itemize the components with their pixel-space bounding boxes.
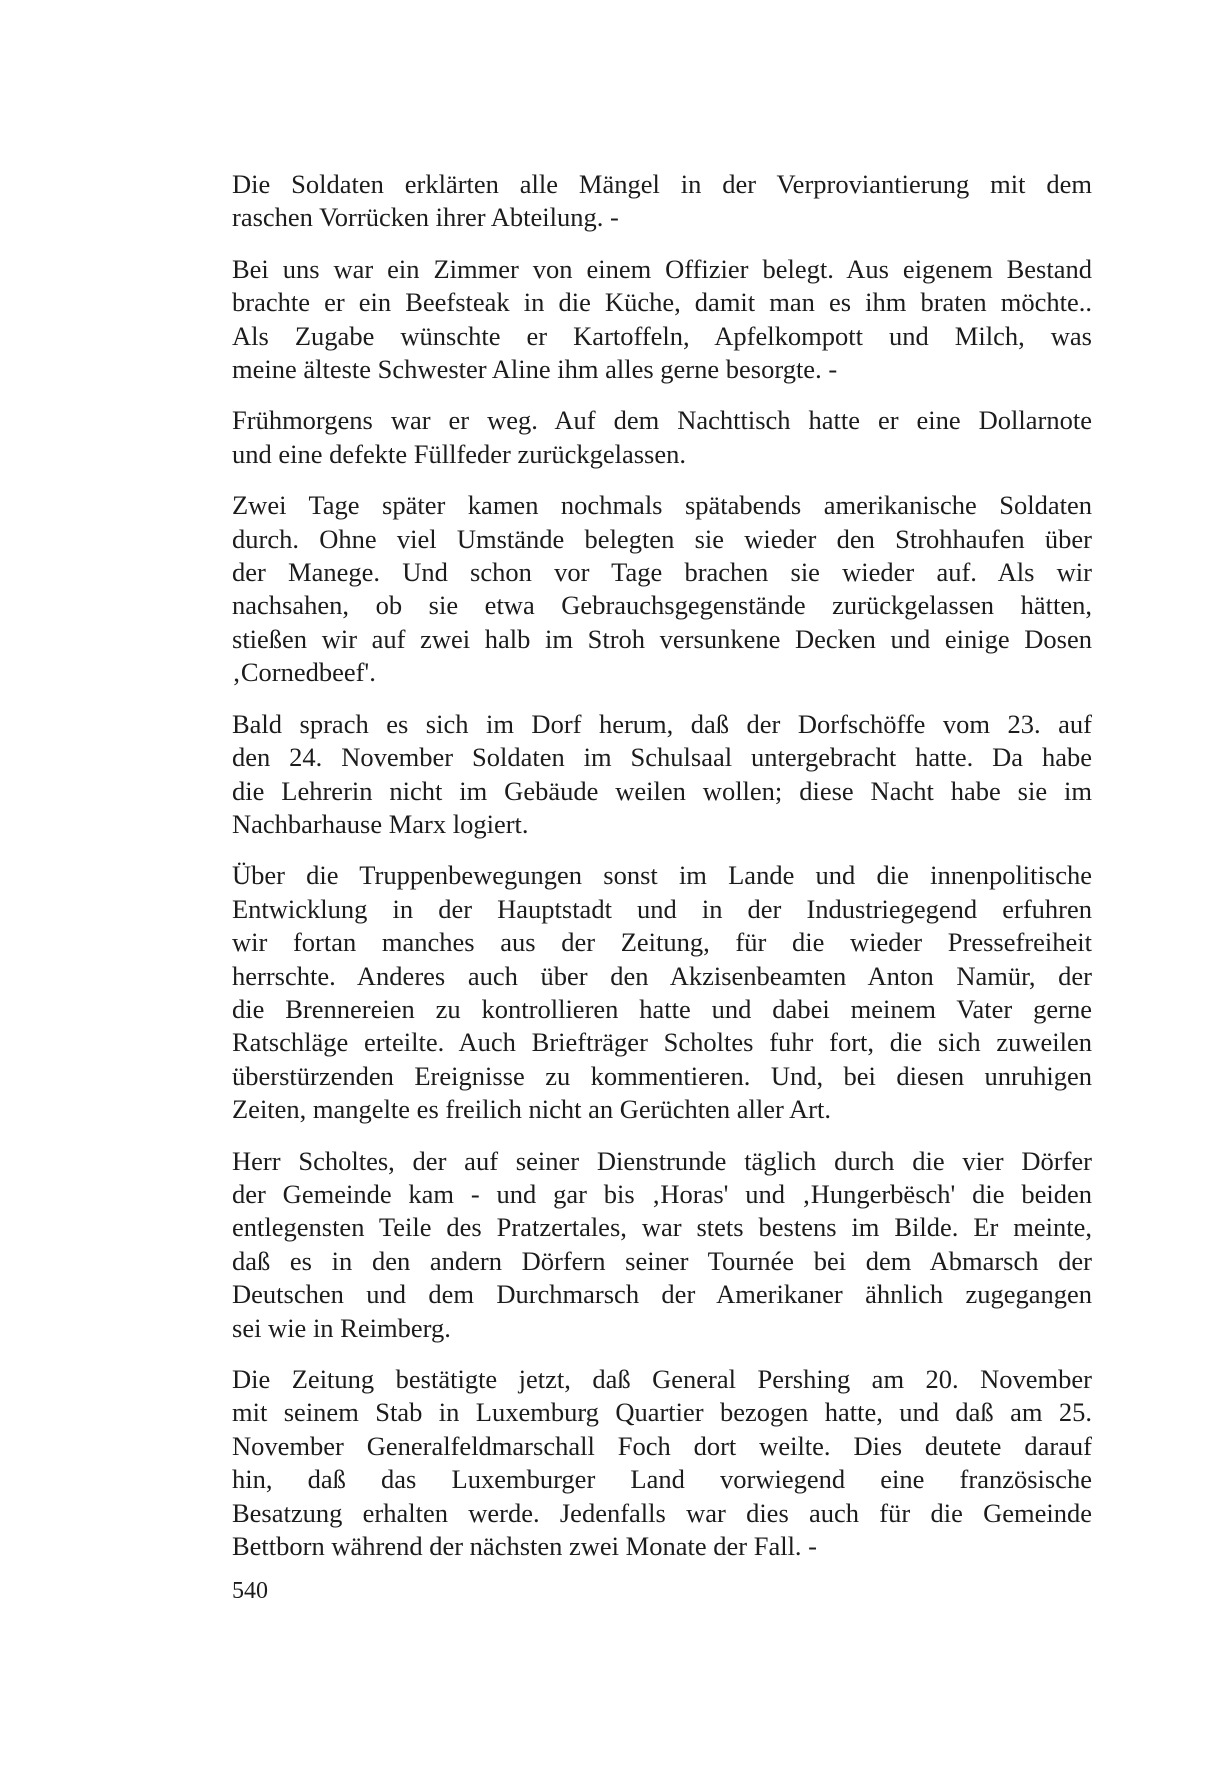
- text-line: Entwicklung in der Hauptstadt und in der Industriegegend erfuhren: [232, 893, 1092, 924]
- text-line: nachsahen, ob sie etwa Gebrauchsgegenstände zurückgelassen hätten,: [232, 590, 1092, 621]
- paragraph: [232, 489, 1092, 689]
- text-line: die Lehrerin nicht im Gebäude weilen wollen; diese Nacht habe sie im: [232, 775, 1092, 806]
- text-line: den 24. November Soldaten im Schulsaal untergebracht hatte. Da habe: [232, 742, 1092, 773]
- paragraph: [232, 1363, 1092, 1563]
- text-line: Über die Truppenbewegungen sonst im Lande und die innenpolitische: [232, 860, 1092, 891]
- page-number: 540: [232, 1578, 268, 1604]
- paragraph: [232, 708, 1092, 842]
- text-line: Frühmorgens war er weg. Auf dem Nachttisch hatte er eine Dollarnote: [232, 405, 1092, 436]
- text-line: die Brennereien zu kontrollieren hatte und dabei meinem Vater gerne: [232, 993, 1092, 1024]
- text-line: Zeiten, mangelte es freilich nicht an Gerüchten aller Art.: [232, 1094, 831, 1125]
- text-line: brachte er ein Beefsteak in die Küche, damit man es ihm braten möchte..: [232, 287, 1092, 318]
- text-line: und eine defekte Füllfeder zurückgelassen.: [232, 438, 686, 469]
- text-line: Nachbarhause Marx logiert.: [232, 808, 529, 839]
- text-line: herrschte. Anderes auch über den Akzisenbeamten Anton Namür, der: [232, 960, 1092, 991]
- paragraph: [232, 1145, 1092, 1345]
- text-line: Deutschen und dem Durchmarsch der Amerikaner ähnlich zugegangen: [232, 1279, 1092, 1310]
- text-line: Besatzung erhalten werde. Jedenfalls war dies auch für die Gemeinde: [232, 1497, 1092, 1528]
- paragraph: [232, 404, 1092, 471]
- text-line: wir fortan manches aus der Zeitung, für die wieder Pressefreiheit: [232, 927, 1092, 958]
- paragraph: [232, 168, 1092, 235]
- paragraph: [232, 859, 1092, 1126]
- text-line: Zwei Tage später kamen nochmals spätabends amerikanische Soldaten: [232, 490, 1092, 521]
- text-line: überstürzenden Ereignisse zu kommentieren. Und, bei diesen unruhigen: [232, 1060, 1092, 1091]
- text-line: Bei uns war ein Zimmer von einem Offizier belegt. Aus eigenem Bestand: [232, 253, 1092, 284]
- text-line: der Gemeinde kam - und gar bis ‚Horas' und ‚Hungerbësch' die beiden: [232, 1178, 1092, 1209]
- text-line: hin, daß das Luxemburger Land vorwiegend eine französische: [232, 1464, 1092, 1495]
- text-line: Herr Scholtes, der auf seiner Dienstrunde täglich durch die vier Dörfer: [232, 1145, 1092, 1176]
- text-line: Als Zugabe wünschte er Kartoffeln, Apfelkompott und Milch, was: [232, 320, 1092, 351]
- text-line: Die Soldaten erklärten alle Mängel in der Verproviantierung mit dem: [232, 169, 1092, 199]
- text-line: Die Zeitung bestätigte jetzt, daß General Pershing am 20. November: [232, 1364, 1092, 1394]
- text-line: entlegensten Teile des Pratzertales, war stets bestens im Bilde. Er meinte,: [232, 1212, 1092, 1243]
- text-line: durch. Ohne viel Umstände belegten sie wieder den Strohhaufen über: [232, 523, 1092, 554]
- text-line: ‚Cornedbeef'.: [232, 657, 376, 688]
- text-line: der Manege. Und schon vor Tage brachen sie wieder auf. Als wir: [232, 557, 1092, 588]
- page-body: [232, 168, 1092, 1581]
- text-line: Bald sprach es sich im Dorf herum, daß der Dorfschöffe vom 23. auf: [232, 708, 1092, 739]
- text-line: November Generalfeldmarschall Foch dort weilte. Dies deutete darauf: [232, 1430, 1092, 1461]
- text-line: Ratschläge erteilte. Auch Briefträger Scholtes fuhr fort, die sich zuweilen: [232, 1027, 1092, 1058]
- text-line: Bettborn während der nächsten zwei Monate der Fall. -: [232, 1531, 818, 1562]
- text-line: daß es in den andern Dörfern seiner Tournée bei dem Abmarsch der: [232, 1245, 1092, 1276]
- text-line: sei wie in Reimberg.: [232, 1312, 451, 1343]
- text-line: meine älteste Schwester Aline ihm alles gerne besorgte. -: [232, 354, 838, 385]
- text-line: raschen Vorrücken ihrer Abteilung. -: [232, 202, 619, 233]
- text-line: stießen wir auf zwei halb im Stroh versunkene Decken und einige Dosen: [232, 623, 1092, 654]
- paragraph: [232, 253, 1092, 387]
- text-line: mit seinem Stab in Luxemburg Quartier bezogen hatte, und daß am 25.: [232, 1397, 1092, 1428]
